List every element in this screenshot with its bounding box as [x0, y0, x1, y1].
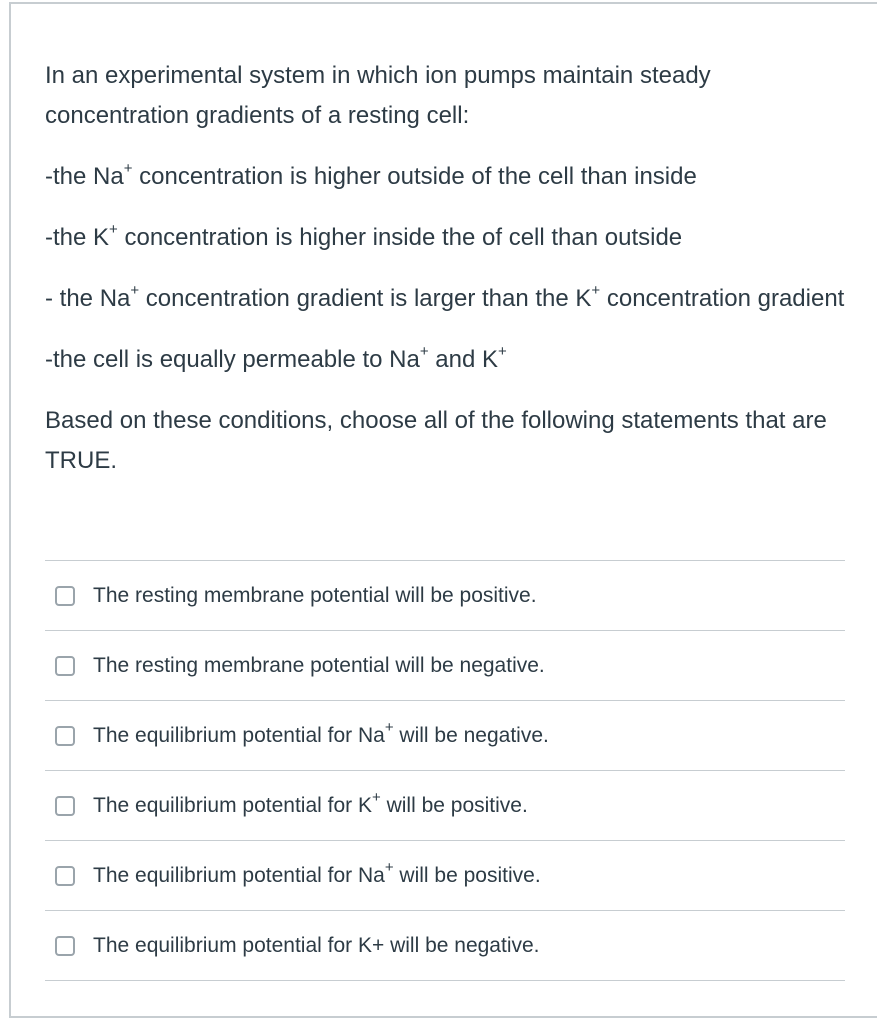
answer-checkbox[interactable] — [55, 656, 75, 676]
answer-option[interactable] — [45, 841, 845, 911]
answer-label: The equilibrium potential for Na+ will be negative. — [93, 718, 549, 747]
condition-k-higher-inside: -the K+ concentration is higher inside the of cell than outside — [45, 221, 683, 251]
condition-na-higher-outside: -the Na+ concentration is higher outside of the cell than inside — [45, 160, 697, 190]
answer-checkbox[interactable] — [55, 586, 75, 606]
question-intro: In an experimental system in which ion pumps maintain steady concentration gradients of a resting cell: — [45, 62, 711, 129]
answer-option[interactable] — [45, 911, 845, 981]
answer-label: The resting membrane potential will be positive. — [93, 583, 537, 607]
answer-option[interactable] — [45, 701, 845, 771]
condition-gradient-comparison: - the Na+ concentration gradient is larger than the K+ concentration gradient — [45, 282, 845, 312]
answer-label: The equilibrium potential for Na+ will be positive. — [93, 858, 541, 887]
answer-label: The equilibrium potential for K+ will be positive. — [93, 788, 528, 817]
answer-checkbox[interactable] — [55, 796, 75, 816]
question-prompt: Based on these conditions, choose all of the following statements that are TRUE. — [45, 407, 827, 474]
question-card — [9, 2, 877, 1018]
answer-label: The equilibrium potential for K+ will be negative. — [93, 933, 540, 957]
answer-option[interactable] — [45, 561, 845, 631]
answer-checkbox[interactable] — [55, 866, 75, 886]
answer-option[interactable] — [45, 631, 845, 701]
question-text — [45, 56, 855, 502]
answer-label: The resting membrane potential will be negative. — [93, 653, 545, 677]
answer-option[interactable] — [45, 771, 845, 841]
condition-equal-permeability: -the cell is equally permeable to Na+ and K+ — [45, 343, 507, 373]
answer-checkbox[interactable] — [55, 936, 75, 956]
answer-list — [45, 560, 845, 981]
answer-checkbox[interactable] — [55, 726, 75, 746]
